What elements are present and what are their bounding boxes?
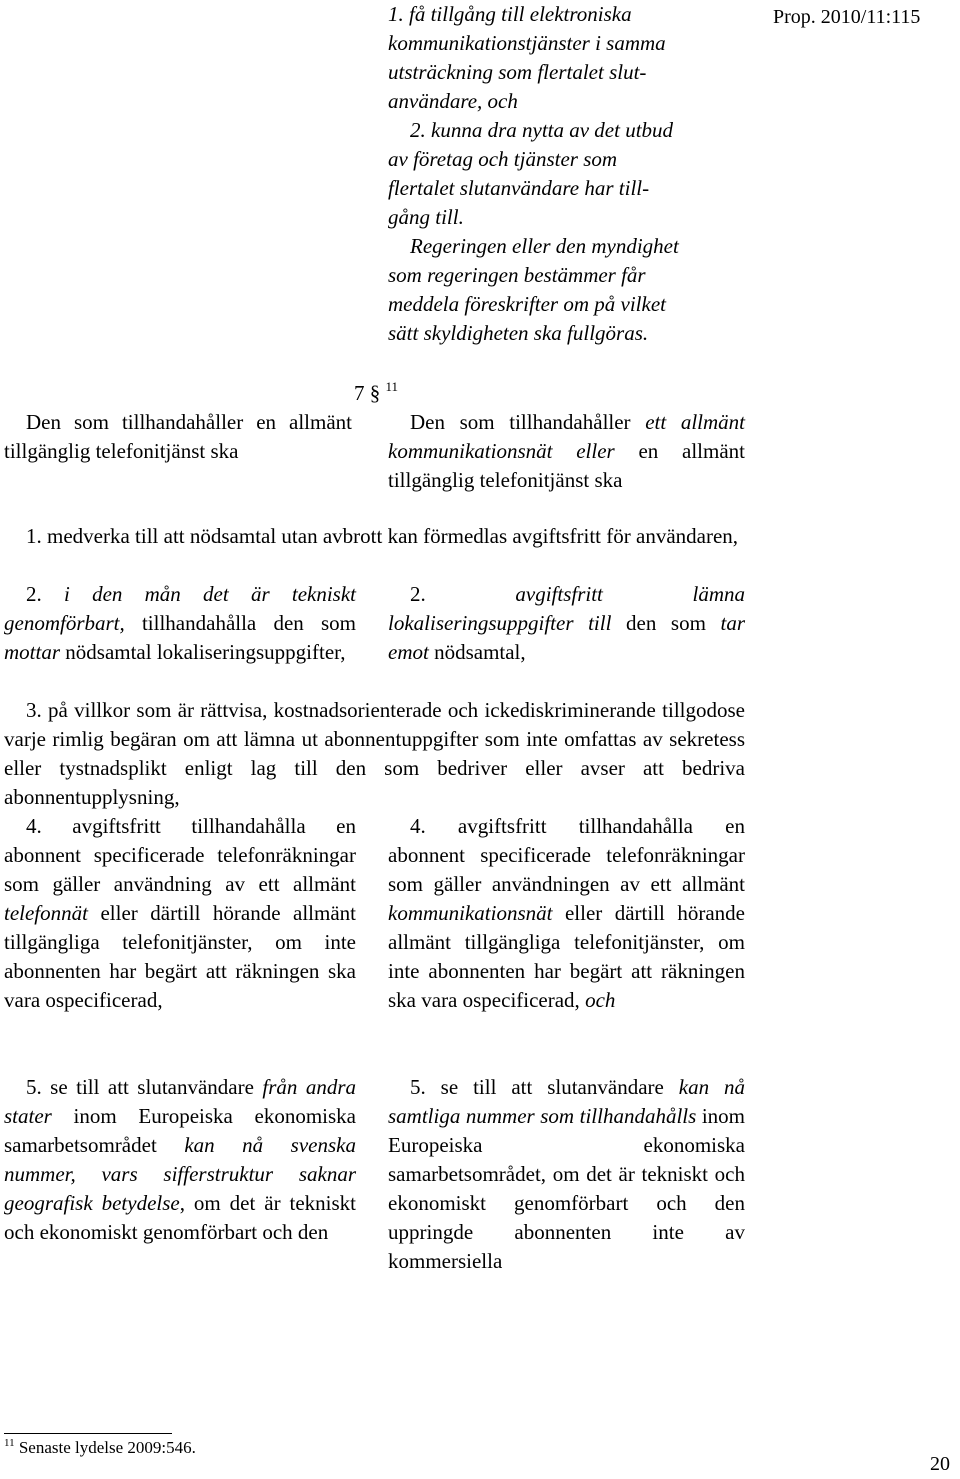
continued-line: 2. kunna dra nytta av det utbud: [410, 118, 674, 142]
item-2-current-number: 2.: [26, 582, 64, 606]
continued-line: av företag och tjänster som: [388, 147, 618, 171]
item-4-proposed: [388, 812, 745, 1015]
section-heading: [354, 379, 398, 408]
item-2-proposed-text: den som: [611, 611, 721, 635]
footnote-text: Senaste lydelse 2009:546.: [18, 1438, 196, 1457]
item-4-current-text: 4. avgiftsfritt tillhandahålla en abonnent specificerade telefonräkningar som gäller användning av ett allmänt: [4, 814, 356, 896]
footnote: [4, 1437, 196, 1459]
item-5-current-text-end: , om det är tekniskt och ekonomiskt genomförbart och den: [4, 1191, 356, 1244]
item-5-current-changed: från andra stater: [4, 1075, 356, 1128]
item-5-proposed-changed: kan nå samtliga nummer som tillhandahålls: [388, 1075, 745, 1128]
item-4-current-changed: telefonnät: [4, 901, 88, 925]
item-5-current-text-mid: inom Europeiska ekonomiska samarbetsområdet: [4, 1104, 356, 1157]
continued-line: användare, och: [388, 89, 518, 113]
item-4-proposed-text-mid: eller därtill hörande allmänt tillgängliga telefonitjänster, om inte abonnenten har begärt att räkningen ska vara ospecificerad,: [388, 901, 745, 1012]
continued-line: Regeringen eller den myndighet: [410, 234, 679, 258]
item-2-current-changed: i den mån det är tekniskt genomförbart,: [4, 582, 356, 635]
item-2-current: [4, 580, 356, 667]
continued-line: kommunikationstjänster i samma: [388, 31, 666, 55]
continued-line: gång till.: [388, 205, 464, 229]
footnote-number: 11: [4, 1437, 15, 1449]
item-1-text: 1. medverka till att nödsamtal utan avbrott kan förmedlas avgiftsfritt för användaren,: [26, 524, 739, 548]
item-4-current-text-end: eller därtill hörande allmänt tillgängliga telefonitjänster, om inte abonnenten har begärt att räkningen ska vara ospecificerad,: [4, 901, 356, 1012]
continued-line: sätt skyldigheten ska fullgöras.: [388, 321, 649, 345]
proposition-reference: Prop. 2010/11:115: [773, 6, 921, 28]
continued-line: 1. få tillgång till elektroniska: [388, 2, 632, 26]
item-2-proposed-number: 2.: [410, 582, 516, 606]
continued-line: meddela föreskrifter om på vilket: [388, 292, 666, 316]
item-2-current-text-end: nödsamtal lokaliseringsuppgifter,: [60, 640, 346, 664]
item-1: [4, 522, 745, 551]
footnote-ref: 11: [385, 379, 399, 394]
intro-proposed: [388, 408, 745, 495]
item-2-current-text: tillhandahålla den som: [124, 611, 356, 635]
page-number: 20: [930, 1453, 950, 1475]
continued-provision-text: [388, 0, 745, 348]
item-4-proposed-changed: kommunikationsnät: [388, 901, 553, 925]
item-3-text: 3. på villkor som är rättvisa, kostnadsorienterade och ickediskriminerande tillgodose varje rimlig begäran om att lämna ut abonnentuppgifter som inte omfattas av sekretess eller tystnadsplikt enligt lag till den som bedriver eller avser att bedriva abonnentupplysning,: [4, 698, 745, 809]
item-5-current-changed-2: kan nå svenska nummer, vars sifferstruktur saknar geografisk betydelse: [4, 1133, 356, 1215]
item-4-current: [4, 812, 356, 1015]
item-5-current-text: 5. se till att slutanvändare: [26, 1075, 263, 1099]
intro-proposed-changed: ett allmänt kommunikationsnät eller: [388, 410, 745, 463]
item-4-proposed-text: 4. avgiftsfritt tillhandahålla en abonnent specificerade telefonräkningar som gäller användningen av ett allmänt: [388, 814, 745, 896]
item-5-current: [4, 1073, 356, 1247]
item-2-proposed-text-end: nödsamtal,: [428, 640, 526, 664]
intro-proposed-text: Den som tillhandahåller: [410, 410, 646, 434]
intro-current: [4, 408, 352, 466]
item-4-proposed-conjunction: och: [585, 988, 616, 1012]
item-2-proposed-changed: avgiftsfritt lämna lokaliseringsuppgifter till: [388, 582, 745, 635]
item-5-proposed: [388, 1073, 745, 1276]
footnote-separator: [4, 1433, 172, 1434]
section-number: 7 §: [354, 381, 381, 405]
item-5-proposed-text-end: inom Europeiska ekonomiska samarbetsområdet, om det är tekniskt och ekonomiskt genomförbart och den uppringde abonnenten inte av kommersiella: [388, 1104, 746, 1273]
continued-line: utsträckning som flertalet slut-: [388, 60, 647, 84]
continued-line: flertalet slutanvändare har till-: [388, 176, 650, 200]
item-3: [4, 696, 745, 812]
item-2-current-changed-word: mottar: [4, 640, 61, 664]
intro-proposed-text-end: en allmänt tillgänglig telefonitjänst ska: [388, 439, 745, 492]
intro-current-text: Den som tillhandahåller en allmänt tillgänglig telefonitjänst ska: [4, 410, 352, 463]
continued-line: som regeringen bestämmer får: [388, 263, 646, 287]
item-2-proposed-changed-word: tar emot: [388, 611, 745, 664]
item-5-proposed-text: 5. se till att slutanvändare: [410, 1075, 679, 1099]
item-2-proposed: [388, 580, 745, 667]
